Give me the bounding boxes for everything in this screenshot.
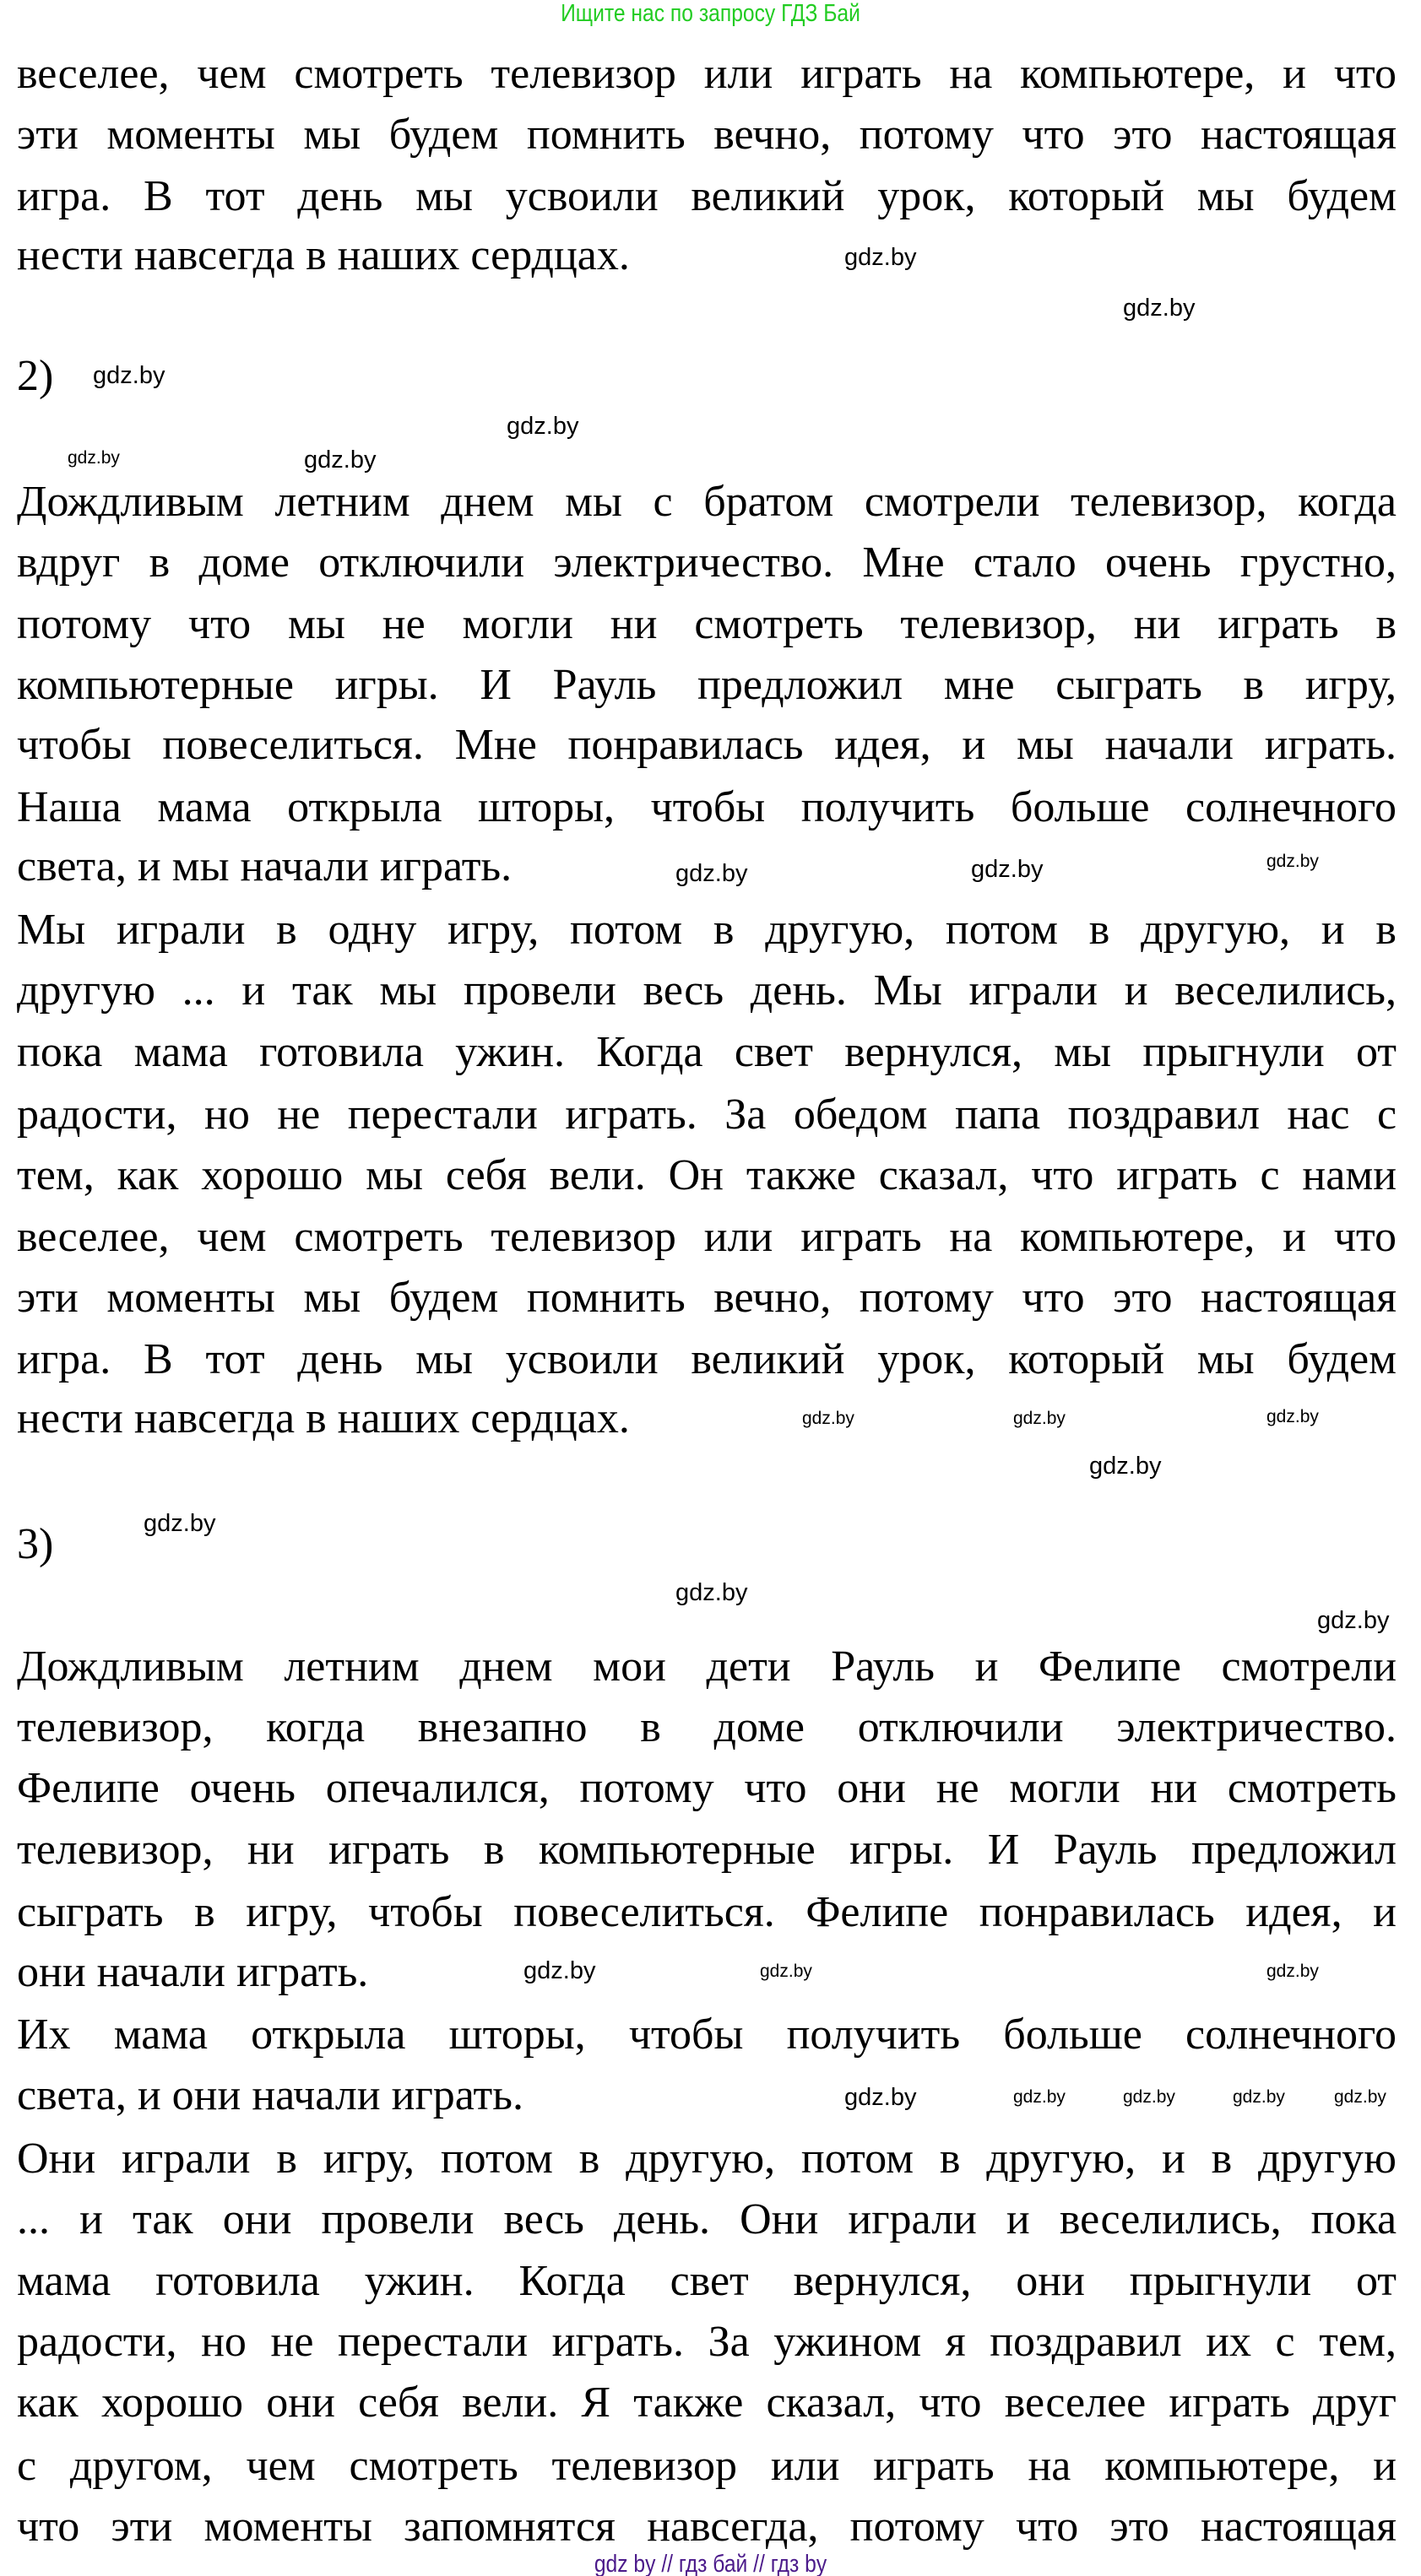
text-line: что эти моменты запомнятся навсегда, потому что это настоящая — [17, 2503, 1397, 2551]
watermark-text: gdz.by — [1013, 1409, 1066, 1428]
text-line: Дождливым летним днем мои дети Рауль и Фелипе смотрели — [17, 1642, 1397, 1691]
text-line: игра. В тот день мы усвоили великий урок, который мы будем — [17, 1335, 1397, 1383]
text-line: радости, но не перестали играть. За ужином я поздравил их с тем, — [17, 2318, 1397, 2366]
watermark-text: gdz.by — [802, 1409, 854, 1428]
text-line: Фелипе очень опечалился, потому что они не могли ни смотреть — [17, 1764, 1397, 1812]
section-number: 3) — [17, 1520, 54, 1568]
watermark-text: gdz.by — [1266, 1962, 1319, 1981]
text-line: другую ... и так мы провели весь день. Мы играли и веселились, — [17, 966, 1397, 1015]
watermark-text: gdz.by — [1123, 2087, 1175, 2107]
watermark-text: gdz.by — [507, 413, 579, 440]
watermark-text: gdz.by — [971, 856, 1044, 883]
watermark-text: gdz.by — [144, 1510, 216, 1537]
watermark-text: gdz.by — [1266, 852, 1319, 871]
watermark-text: gdz.by — [675, 860, 748, 887]
text-line: как хорошо они себя вели. Я также сказал, что веселее играть друг — [17, 2378, 1397, 2427]
watermark-text: gdz.by — [1233, 2087, 1285, 2107]
text-line: эти моменты мы будем помнить вечно, потому что это настоящая — [17, 1274, 1397, 1322]
text-line: пока мама готовила ужин. Когда свет вернулся, мы прыгнули от — [17, 1028, 1397, 1076]
text-line: Дождливым летним днем мы с братом смотрели телевизор, когда — [17, 478, 1397, 526]
text-line: тем, как хорошо мы себя вели. Он также сказал, что играть с нами — [17, 1151, 1397, 1199]
text-line: Наша мама открыла шторы, чтобы получить больше солнечного — [17, 783, 1397, 831]
text-line: с другом, чем смотреть телевизор или играть на компьютере, и — [17, 2442, 1397, 2490]
watermark-text: gdz.by — [68, 448, 120, 468]
text-line: вдруг в доме отключили электричество. Мне стало очень грустно, — [17, 538, 1397, 587]
text-line: Их мама открыла шторы, чтобы получить больше солнечного — [17, 2010, 1397, 2059]
text-line: Они играли в игру, потом в другую, потом в другую, и в другую — [17, 2135, 1397, 2183]
text-line: игра. В тот день мы усвоили великий урок, который мы будем — [17, 172, 1397, 220]
watermark-text: gdz.by — [523, 1957, 596, 1984]
text-line: света, и мы начали играть. — [17, 842, 513, 890]
watermark-text: gdz.by — [93, 362, 165, 389]
text-line: потому что мы не могли ни смотреть телевизор, ни играть в — [17, 600, 1397, 648]
watermark-text: gdz.by — [844, 2084, 917, 2111]
text-line: веселее, чем смотреть телевизор или играть на компьютере, и что — [17, 50, 1397, 98]
text-line: чтобы повеселиться. Мне понравилась идея, и мы начали играть. — [17, 721, 1397, 769]
watermark-text: gdz.by — [760, 1962, 812, 1981]
text-line: эти моменты мы будем помнить вечно, потому что это настоящая — [17, 111, 1397, 159]
text-line: Мы играли в одну игру, потом в другую, потом в другую, и в — [17, 906, 1397, 954]
watermark-text: gdz.by — [1334, 2087, 1386, 2107]
text-line: мама готовила ужин. Когда свет вернулся, они прыгнули от — [17, 2257, 1397, 2305]
text-line: сыграть в игру, чтобы повеселиться. Фелипе понравилась идея, и — [17, 1888, 1397, 1936]
watermark-text: gdz.by — [1013, 2087, 1066, 2107]
text-line: они начали играть. — [17, 1948, 369, 1996]
watermark-text: gdz.by — [1266, 1407, 1319, 1426]
watermark-text: gdz.by — [1089, 1453, 1162, 1480]
watermark-text: gdz.by — [1123, 295, 1196, 322]
text-line: веселее, чем смотреть телевизор или играть на компьютере, и что — [17, 1213, 1397, 1261]
section-number: 2) — [17, 352, 54, 400]
text-line: нести навсегда в наших сердцах. — [17, 231, 630, 279]
text-line: телевизор, ни играть в компьютерные игры. И Рауль предложил — [17, 1826, 1397, 1874]
watermark-text: gdz.by — [1317, 1607, 1390, 1634]
text-line: компьютерные игры. И Рауль предложил мне сыграть в игру, — [17, 661, 1397, 709]
text-line: ... и так они провели весь день. Они играли и веселились, пока — [17, 2195, 1397, 2243]
text-line: радости, но не перестали играть. За обедом папа поздравил нас с — [17, 1090, 1397, 1139]
footer-banner: gdz by // гдз бай // гдз by — [594, 2551, 827, 2576]
watermark-text: gdz.by — [844, 244, 917, 271]
text-line: света, и они начали играть. — [17, 2071, 523, 2119]
watermark-text: gdz.by — [675, 1579, 748, 1606]
header-banner: Ищите нас по запросу ГДЗ Бай — [561, 0, 860, 27]
text-line: нести навсегда в наших сердцах. — [17, 1394, 630, 1442]
watermark-text: gdz.by — [304, 446, 377, 474]
text-line: телевизор, когда внезапно в доме отключили электричество. — [17, 1703, 1397, 1751]
